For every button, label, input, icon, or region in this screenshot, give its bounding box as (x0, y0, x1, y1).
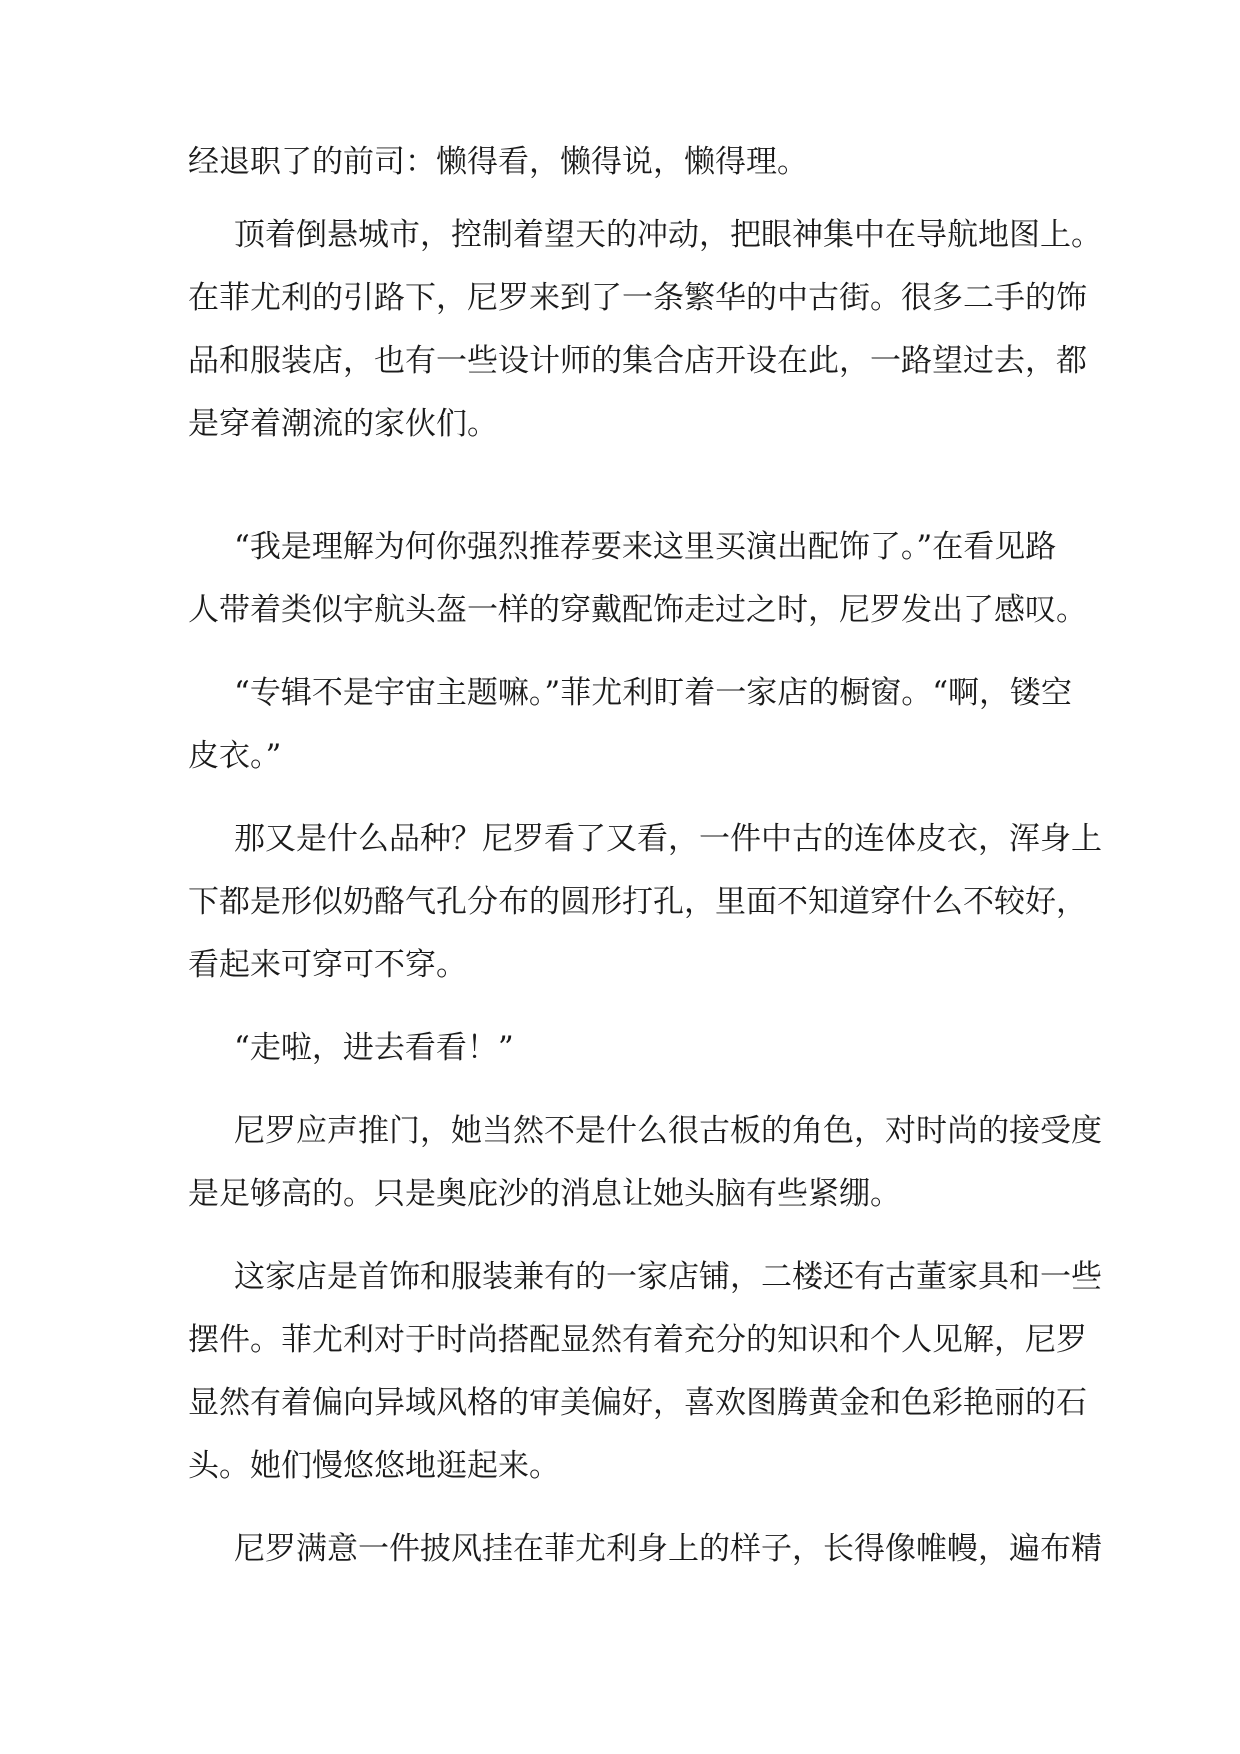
text-line: 下都是形似奶酪气孔分布的圆形打孔，里面不知道穿什么不较好， (188, 884, 1087, 920)
text-line: 品和服装店，也有一些设计师的集合店开设在此，一路望过去，都 (188, 343, 1087, 379)
text-line: 经退职了的前司：懒得看，懒得说，懒得理。 (188, 144, 808, 180)
text-line: 是穿着潮流的家伙们。 (188, 406, 498, 442)
text-line: 皮衣。” (188, 738, 282, 774)
text-line: 头。她们慢悠悠地逛起来。 (188, 1448, 560, 1484)
text-line: 这家店是首饰和服装兼有的一家店铺，二楼还有古董家具和一些 (234, 1259, 1102, 1295)
text-line: 顶着倒悬城市，控制着望天的冲动，把眼神集中在导航地图上。 (234, 217, 1102, 253)
text-line: 人带着类似宇航头盔一样的穿戴配饰走过之时，尼罗发出了感叹。 (188, 592, 1087, 628)
text-line: “我是理解为何你强烈推荐要来这里买演出配饰了。”在看见路 (234, 529, 1057, 565)
text-line: “走啦，进去看看！” (234, 1030, 514, 1066)
text-line: 尼罗满意一件披风挂在菲尤利身上的样子，长得像帷幔，遍布精 (234, 1531, 1102, 1567)
text-line: 看起来可穿可不穿。 (188, 947, 467, 983)
text-line: 显然有着偏向异域风格的审美偏好，喜欢图腾黄金和色彩艳丽的石 (188, 1385, 1087, 1421)
text-line: 那又是什么品种？尼罗看了又看，一件中古的连体皮衣，浑身上 (234, 821, 1102, 857)
text-line: 在菲尤利的引路下，尼罗来到了一条繁华的中古街。很多二手的饰 (188, 280, 1087, 316)
text-line: “专辑不是宇宙主题嘛。”菲尤利盯着一家店的橱窗。“啊，镂空 (234, 675, 1073, 711)
text-line: 摆件。菲尤利对于时尚搭配显然有着充分的知识和个人见解，尼罗 (188, 1322, 1087, 1358)
text-line: 尼罗应声推门，她当然不是什么很古板的角色，对时尚的接受度 (234, 1113, 1102, 1149)
text-line: 是足够高的。只是奥庇沙的消息让她头脑有些紧绷。 (188, 1176, 901, 1212)
